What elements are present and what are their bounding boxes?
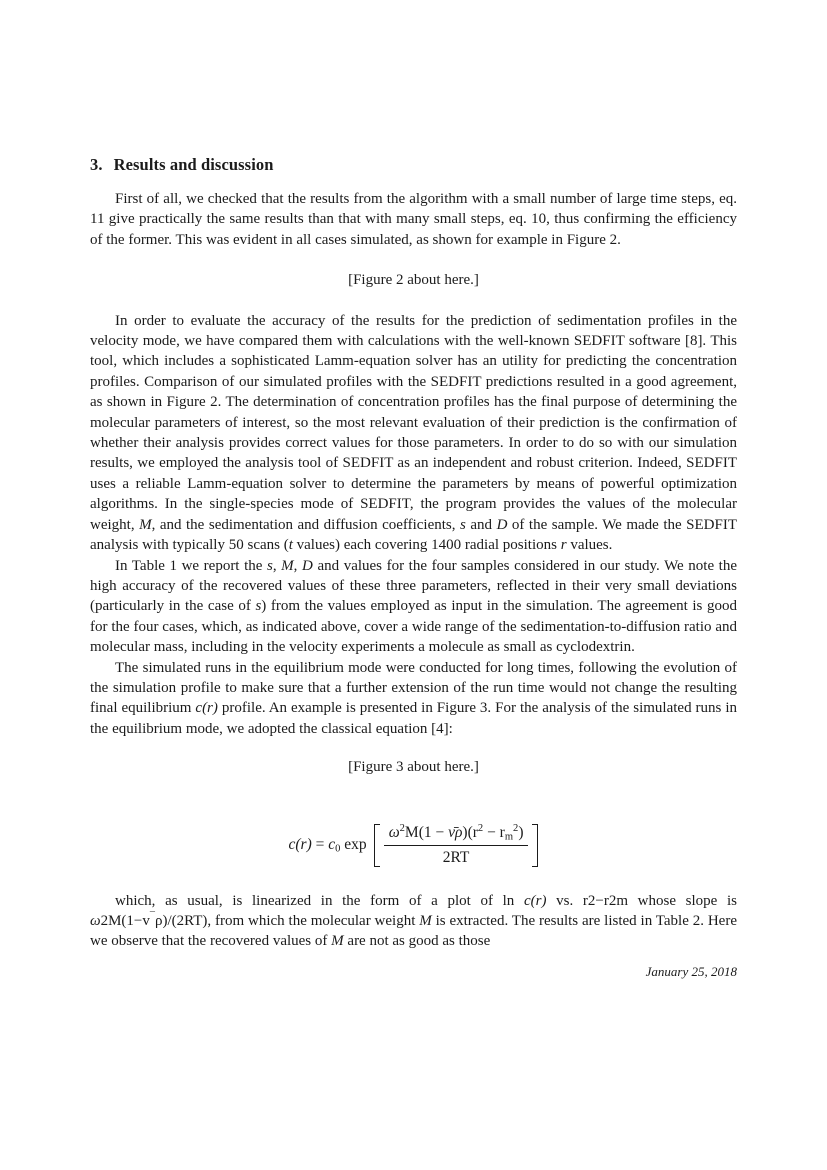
paragraph-4: The simulated runs in the equilibrium mode were conducted for long times, following the evolution of the simulation profile to make sure that a further extension of the run time would not change the resulting final equilibrium c(r) profile. An example is presented in Figure 3. For the analysis of the simulated runs in the equilibrium mode, we adopted the classical equation [4]: <box>90 659 737 737</box>
left-bracket <box>374 824 380 867</box>
equation-lhs: $c(r) = c_0$ exp <box>288 836 367 855</box>
footer-date: January 25, 2018 <box>645 963 737 979</box>
fraction-numerator: $\omega^2M(1$ − $\nū\rho)(r^2 - r_m^2)$ <box>384 824 529 846</box>
paragraph-5: which, as usual, is linearized in the form of a plot of ln c(r) vs. r2−r2m whose slope is ω2M(1−v¯ρ)/(2RT), from which the molecular weight M is extracted. The results are listed in Table 2. Here we observe that the recovered values of M are not as good as those <box>90 892 737 950</box>
figure-2-placeholder: [Figure 2 about here.] <box>348 272 479 289</box>
paragraph-1: First of all, we checked that the results from the algorithm with a small number of large time steps, eq. 11 give practically the same results than that with many small steps, eq. 10, thus confirming the efficiency of the former. This was evident in all cases simulated, as shown for example in Figure 2. <box>90 191 737 248</box>
equation-fraction <box>384 824 529 867</box>
section-title: Results and discussion <box>113 155 274 174</box>
fraction-denominator: 2RT <box>442 848 470 866</box>
paragraph-3: In Table 1 we report the s, M, D and values for the four samples considered in our study. We note the high accuracy of the recovered values of these three parameters, reflected in their very small deviations (particularly in the case of s) from the values employed as input in the simulation. The agreement is good for the four cases, which, as indicated above, cover a wide range of the sedimentation-to-diffusion ratio and molecular mass, including in the velocity experiments a molecule as small as cyclodextrin. <box>90 557 738 656</box>
paper-page <box>90 155 737 980</box>
right-bracket <box>532 824 538 867</box>
display-equation <box>90 824 737 867</box>
section-heading <box>90 155 737 175</box>
figure-3-placeholder: [Figure 3 about here.] <box>348 759 479 776</box>
section-number: 3. <box>90 155 103 174</box>
paragraph-2: In order to evaluate the accuracy of the results for the prediction of sedimentation profiles in the velocity mode, we have compared them with calculations with the well-known SEDFIT software [8]. This tool, which includes a sophisticated Lamm-equation solver has an utility for predicting the concentration profiles. Comparison of our simulated profiles with the SEDFIT predictions resulted in a good agreement, as shown in Figure 2. The determination of concentration profiles has the final purpose of determining the molecular parameters of interest, so the most relevant evaluation of their prediction is the confirmation of whether their analysis provides correct values for those parameters. In order to do so with our simulation results, we employed the analysis tool of SEDFIT as an independent and robust criterion. Indeed, SEDFIT uses a reliable Lamm-equation solver to determine the parameters by means of powerful optimization algorithms. In the single-species mode of SEDFIT, the program provides the values of the molecular weight, M, and the sedimentation and diffusion coefficients, s and D of the sample. We made the SEDFIT analysis with typically 50 scans (t values) each covering 1400 radial positions r values. <box>90 312 738 554</box>
